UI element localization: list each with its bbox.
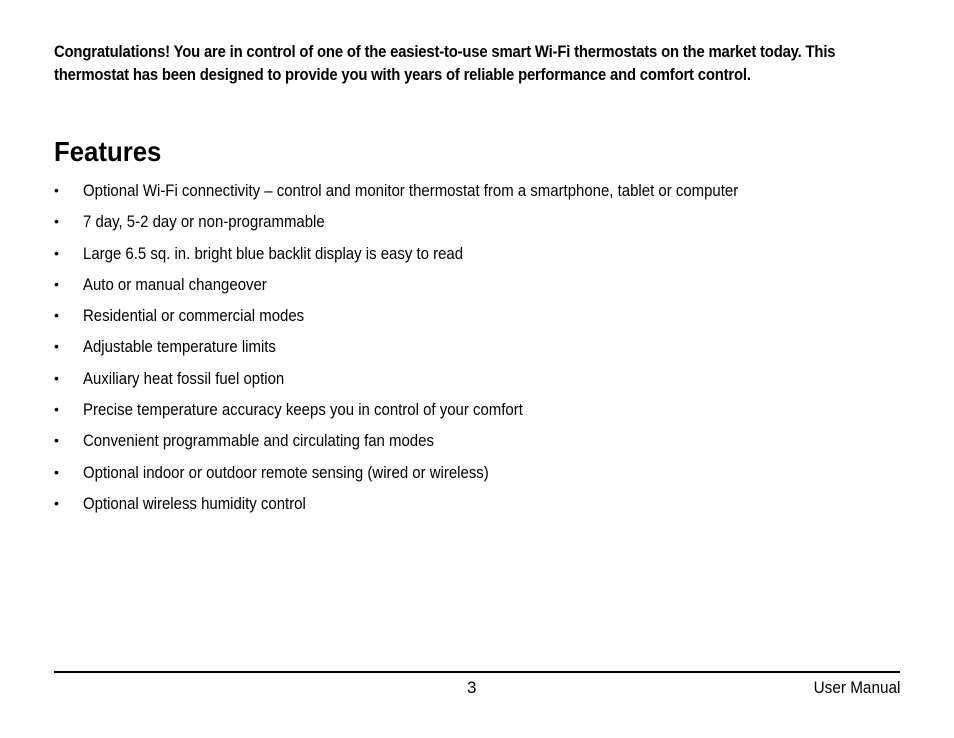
bullet-icon: • bbox=[54, 494, 59, 511]
feature-text: Adjustable temperature limits bbox=[83, 337, 276, 357]
bullet-icon: • bbox=[54, 213, 59, 230]
page-number: 3 bbox=[467, 678, 477, 697]
bullet-icon: • bbox=[54, 369, 59, 386]
feature-text: Residential or commercial modes bbox=[83, 306, 305, 326]
intro-paragraph: Congratulations! You are in control of one of the easiest-to-use smart Wi-Fi thermostats on the market today. This thermostat has been designed to provide you with years of reliable performance and comfort control. bbox=[54, 43, 836, 84]
feature-text: Large 6.5 sq. in. bright blue backlit display is easy to read bbox=[83, 243, 464, 263]
bullet-icon: • bbox=[54, 401, 59, 418]
feature-text: Optional indoor or outdoor remote sensing (wired or wireless) bbox=[83, 462, 489, 482]
bullet-icon: • bbox=[54, 307, 59, 324]
bullet-icon: • bbox=[54, 244, 59, 261]
bullet-icon: • bbox=[54, 463, 59, 480]
feature-text: Auxiliary heat fossil fuel option bbox=[83, 368, 285, 388]
bullet-icon: • bbox=[54, 275, 59, 292]
feature-text: Optional Wi-Fi connectivity – control and monitor thermostat from a smartphone, tablet or computer bbox=[83, 181, 739, 200]
footer-title: User Manual bbox=[813, 678, 900, 697]
feature-text: Optional wireless humidity control bbox=[83, 493, 306, 513]
feature-text: Precise temperature accuracy keeps you in control of your comfort bbox=[83, 400, 523, 420]
bullet-icon: • bbox=[54, 182, 59, 198]
feature-text: Auto or manual changeover bbox=[83, 274, 267, 294]
feature-text: Convenient programmable and circulating fan modes bbox=[83, 431, 434, 451]
footer-divider bbox=[54, 671, 900, 673]
bullet-icon: • bbox=[54, 432, 59, 449]
bullet-icon: • bbox=[54, 338, 59, 355]
section-heading: Features bbox=[54, 136, 162, 167]
feature-text: 7 day, 5-2 day or non-programmable bbox=[83, 212, 325, 232]
